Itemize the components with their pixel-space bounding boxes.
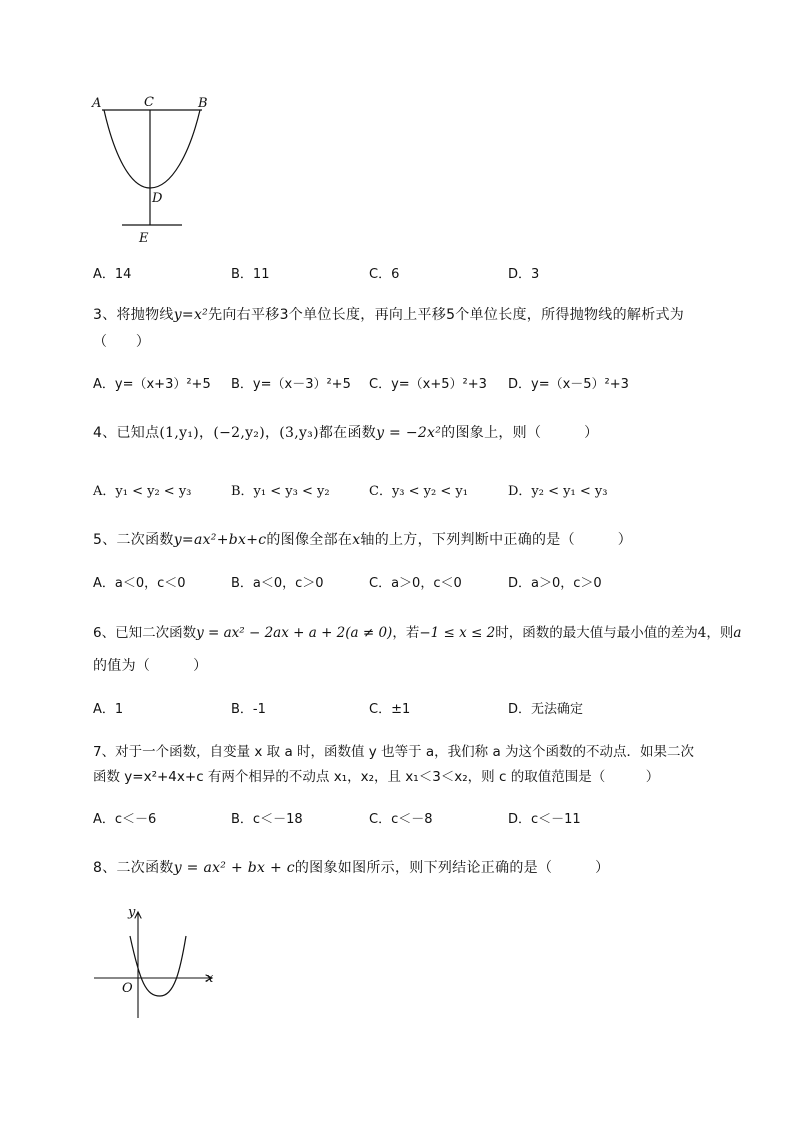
q2-option-a: A．14 (93, 267, 132, 282)
q7-option-c: C．c＜－8 (369, 812, 433, 827)
q4-option-c: C．y₃ < y₂ < y₁ (369, 484, 468, 499)
q3-option-a: A．y=（x+3）²+5 (93, 377, 211, 392)
question-3-blank: （ ） (93, 334, 151, 350)
question-8-stem: 8、二次函数y = ax² + bx + c的图象如图所示，则下列结论正确的是（ ） (93, 860, 610, 876)
parabola-curve (104, 110, 200, 188)
quadratic-graph-figure (88, 900, 223, 1022)
q6-option-d: D．无法确定 (508, 702, 584, 717)
label-y: y (128, 905, 136, 920)
label-origin: O (122, 981, 133, 996)
question-3-stem: 3、将抛物线y=x²先向右平移3个单位长度，再向上平移5个单位长度，所得抛物线的解析式为 (93, 307, 685, 323)
q4-option-b: B．y₁ < y₃ < y₂ (231, 484, 330, 499)
q7-option-b: B．c＜－18 (231, 812, 303, 827)
q7-option-a: A．c＜－6 (93, 812, 157, 827)
question-7-line2: 函数 y=x²+4x+c 有两个相异的不动点 x₁，x₂，且 x₁＜3＜x₂，则 c 的取值范围是（ ） (93, 769, 660, 785)
q4-option-a: A．y₁ < y₂ < y₃ (93, 484, 192, 499)
q2-option-b: B．11 (231, 267, 270, 282)
parabola-bowl-figure (90, 92, 220, 247)
label-e: E (139, 231, 149, 246)
q5-option-a: A．a＜0，c＜0 (93, 576, 186, 591)
q2-option-d: D．3 (508, 267, 540, 282)
q5-option-b: B．a＜0，c＞0 (231, 576, 324, 591)
q3-option-d: D．y=（x－5）²+3 (508, 377, 629, 392)
q5-option-c: C．a＞0，c＜0 (369, 576, 462, 591)
label-d: D (152, 191, 163, 206)
question-6-line2: 的值为（ ） (93, 658, 208, 674)
question-7-line1: 7、对于一个函数，自变量 x 取 a 时，函数值 y 也等于 a，我们称 a 为这个函数的不动点．如果二次 (93, 744, 695, 760)
label-c: C (144, 95, 154, 110)
question-6-stem: 6、已知二次函数y = ax² − 2ax + a + 2(a ≠ 0)，若−1 ≤ x ≤ 2时，函数的最大值与最小值的差为4，则a (93, 625, 742, 641)
question-5-stem: 5、二次函数y=ax²+bx+c的图像全部在x轴的上方，下列判断中正确的是（ ） (93, 532, 633, 548)
question-4-stem: 4、已知点(1,y₁)，(−2,y₂)，(3,y₃)都在函数y = −2x²的图象上，则（ ） (93, 425, 599, 441)
q3-option-b: B．y=（x－3）²+5 (231, 377, 351, 392)
q6-option-b: B．-1 (231, 702, 266, 717)
q6-option-c: C．±1 (369, 702, 411, 717)
q4-option-d: D．y₂ < y₁ < y₃ (508, 484, 608, 499)
q2-option-c: C．6 (369, 267, 400, 282)
q6-option-a: A．1 (93, 702, 124, 717)
label-a: A (92, 96, 102, 111)
q3-option-c: C．y=（x+5）²+3 (369, 377, 487, 392)
q7-option-d: D．c＜－11 (508, 812, 581, 827)
q5-option-d: D．a＞0，c＞0 (508, 576, 602, 591)
label-x: x (206, 971, 214, 986)
label-b: B (198, 96, 208, 111)
